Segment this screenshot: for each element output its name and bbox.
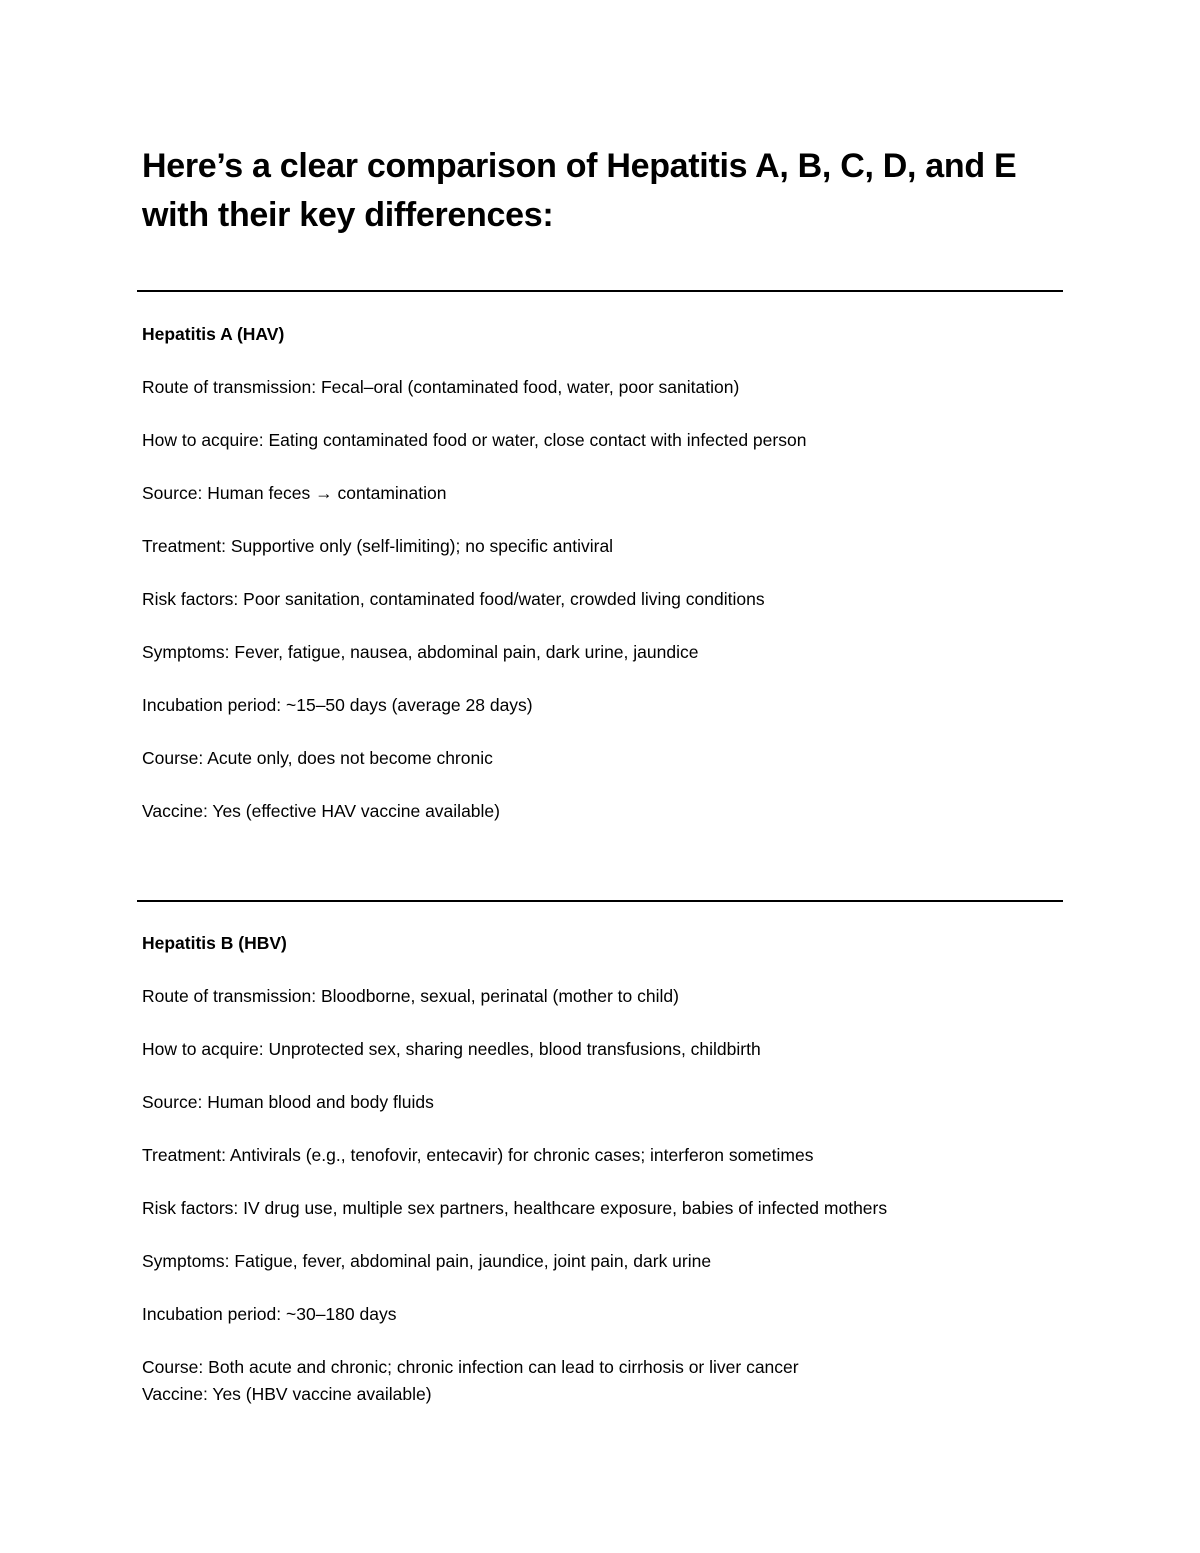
field-vaccine	[142, 799, 1082, 823]
field-value: Supportive only (self-limiting); no specific antiviral	[230, 536, 614, 556]
field-value: Poor sanitation, contaminated food/water, crowded living conditions	[243, 589, 765, 609]
field-label: Vaccine:	[142, 1384, 208, 1404]
field-label: Course:	[142, 748, 204, 768]
field-label: Incubation period:	[142, 695, 282, 715]
field-label: How to acquire:	[142, 430, 264, 450]
field-value: Yes (HBV vaccine available)	[212, 1384, 432, 1404]
section-hepatitis-b	[142, 931, 1082, 1406]
field-label: Risk factors:	[142, 1198, 239, 1218]
field-label: Course:	[142, 1357, 204, 1377]
field-route-of-transmission	[142, 984, 1082, 1008]
field-label: Source:	[142, 483, 203, 503]
field-source	[142, 481, 1082, 505]
field-course	[142, 746, 1082, 770]
field-risk-factors	[142, 587, 1082, 611]
field-label: Treatment:	[142, 536, 226, 556]
field-label: Treatment:	[142, 1145, 226, 1165]
field-label: Symptoms:	[142, 1251, 230, 1271]
field-label: Vaccine:	[142, 801, 208, 821]
field-value: Unprotected sex, sharing needles, blood transfusions, childbirth	[268, 1039, 761, 1059]
section-hepatitis-a	[142, 322, 1082, 823]
field-label: Source:	[142, 1092, 203, 1112]
field-label: How to acquire:	[142, 1039, 264, 1059]
field-label: Risk factors:	[142, 589, 239, 609]
field-source	[142, 1090, 1082, 1114]
section-divider	[137, 900, 1063, 902]
field-value: Bloodborne, sexual, perinatal (mother to child)	[320, 986, 679, 1006]
field-label: Route of transmission:	[142, 377, 317, 397]
document-title: Here’s a clear comparison of Hepatitis A, B, C, D, and E with their key differences:	[142, 147, 1017, 234]
field-symptoms	[142, 1249, 1082, 1273]
field-symptoms	[142, 640, 1082, 664]
field-value: Both acute and chronic; chronic infection can lead to cirrhosis or liver cancer	[208, 1357, 799, 1377]
field-how-to-acquire	[142, 428, 1082, 452]
field-value: Fever, fatigue, nausea, abdominal pain, dark urine, jaundice	[234, 642, 699, 662]
field-value: ~15–50 days (average 28 days)	[286, 695, 533, 715]
field-risk-factors	[142, 1196, 1082, 1220]
field-how-to-acquire	[142, 1037, 1082, 1061]
field-value: Human feces → contamination	[207, 483, 447, 503]
field-value: Yes (effective HAV vaccine available)	[212, 801, 500, 821]
field-incubation-period	[142, 1302, 1082, 1326]
section-divider	[137, 290, 1063, 292]
field-value: ~30–180 days	[286, 1304, 397, 1324]
section-heading: Hepatitis A (HAV)	[142, 324, 285, 344]
field-vaccine	[142, 1382, 1082, 1406]
field-value: Fecal–oral (contaminated food, water, poor sanitation)	[320, 377, 740, 397]
section-heading: Hepatitis B (HBV)	[142, 933, 287, 953]
field-treatment	[142, 1143, 1082, 1167]
field-label: Symptoms:	[142, 642, 230, 662]
field-label: Incubation period:	[142, 1304, 282, 1324]
field-incubation-period	[142, 693, 1082, 717]
field-value: Fatigue, fever, abdominal pain, jaundice, joint pain, dark urine	[234, 1251, 712, 1271]
field-value: Acute only, does not become chronic	[207, 748, 493, 768]
field-value: IV drug use, multiple sex partners, healthcare exposure, babies of infected mothers	[243, 1198, 888, 1218]
field-value: Eating contaminated food or water, close contact with infected person	[268, 430, 807, 450]
field-value: Human blood and body fluids	[207, 1092, 434, 1112]
field-treatment	[142, 534, 1082, 558]
field-label: Route of transmission:	[142, 986, 317, 1006]
field-course	[142, 1355, 1082, 1379]
field-route-of-transmission	[142, 375, 1082, 399]
field-value: Antivirals (e.g., tenofovir, entecavir) for chronic cases; interferon sometimes	[229, 1145, 814, 1165]
